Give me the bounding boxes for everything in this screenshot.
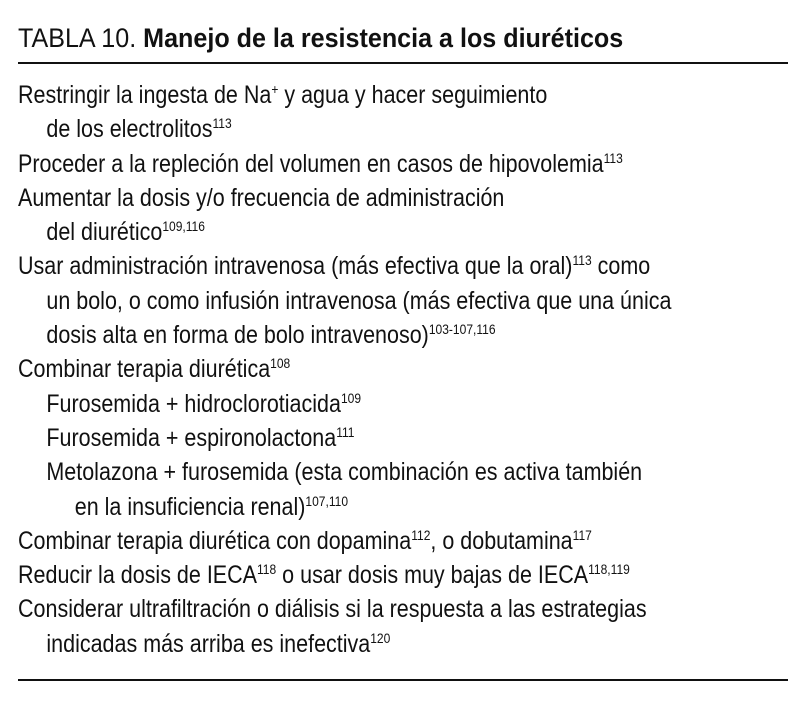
diuretic-resistance-table: [18, 18, 788, 681]
table-line: Combinar terapia diurética con dopamina$^{112}$, o dobutamina$^{117}$: [18, 526, 592, 555]
table-line: del diurético$^{109,116}$: [46, 218, 205, 247]
table-line: Combinar terapia diurética$^{108}$: [18, 355, 291, 384]
bottom-rule: [18, 679, 788, 681]
table-heading: Manejo de la resistencia a los diuréticos: [143, 23, 624, 53]
table-line: Considerar ultrafiltración o diálisis si la respuesta a las estrategias: [18, 595, 647, 624]
table-line: un bolo, o como infusión intravenosa (más efectiva que una única: [46, 286, 672, 315]
table-rows: [18, 78, 788, 661]
table-line: Furosemida + espironolactona$^{111}$: [46, 423, 355, 452]
table-line: Metolazona + furosemida (esta combinación es activa también: [46, 458, 643, 487]
table-line: Furosemida + hidroclorotiacida$^{109}$: [46, 389, 362, 418]
table-line: dosis alta en forma de bolo intravenoso)$^{103-107,116}$: [46, 321, 496, 350]
table-line: Reducir la dosis de IECA$^{118}$ o usar dosis muy bajas de IECA$^{118,119}$: [18, 561, 630, 590]
table-line: Proceder a la repleción del volumen en casos de hipovolemia$^{113}$: [18, 149, 623, 178]
table-line: Restringir la ingesta de Na+ y agua y hacer seguimiento: [18, 81, 548, 109]
table-title: [18, 18, 734, 60]
table-line: indicadas más arriba es inefectiva$^{120}$: [46, 629, 391, 658]
table-line: Aumentar la dosis y/o frecuencia de administración: [18, 183, 505, 212]
table-label: TABLA 10.: [18, 23, 137, 53]
table-line: de los electrolitos$^{113}$: [46, 115, 232, 144]
table-line: en la insuficiencia renal)$^{107,110}$: [74, 492, 349, 521]
top-rule: [18, 62, 788, 64]
table-line: Usar administración intravenosa (más efectiva que la oral)$^{113}$ como: [18, 252, 651, 281]
